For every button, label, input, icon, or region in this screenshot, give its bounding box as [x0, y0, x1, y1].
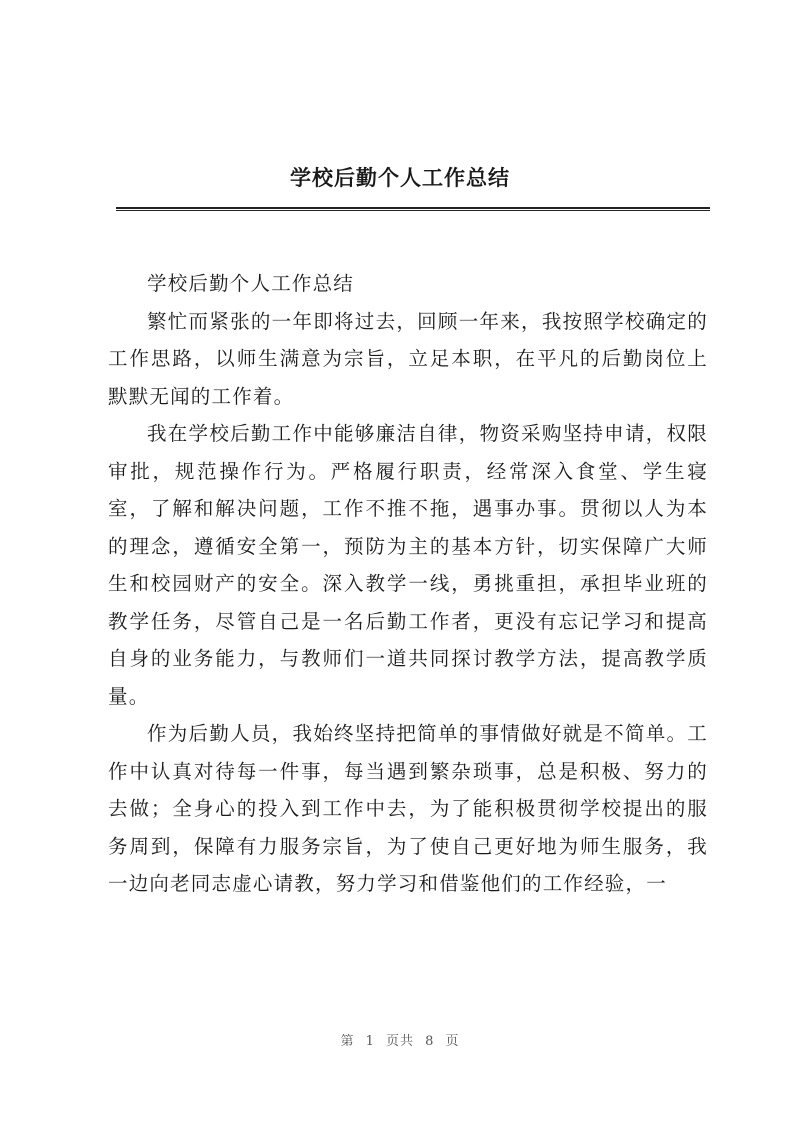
page-title: 学校后勤个人工作总结: [290, 165, 510, 190]
paragraph: 繁忙而紧张的一年即将过去，回顾一年来，我按照学校确定的工作思路，以师生满意为宗旨，立足本职，在平凡的后勤岗位上默默无闻的工作着。: [108, 309, 708, 408]
document-body: [108, 265, 708, 903]
title-divider: [116, 207, 710, 211]
paragraph: 作为后勤人员，我始终坚持把简单的事情做好就是不简单。工作中认真对待每一件事，每当遇到繁杂琐事，总是积极、努力的去做；全身心的投入到工作中去，为了能积极贯彻学校提出的服务周到，保障有力服务宗旨，为了使自己更好地为师生服务，我一边向老同志虚心请教，努力学习和借鉴他们的工作经验，一: [108, 722, 708, 895]
page-number: 第 1 页共 8 页: [340, 1034, 460, 1049]
paragraph: 我在学校后勤工作中能够廉洁自律，物资采购坚持申请，权限审批，规范操作行为。严格履行职责，经常深入食堂、学生寝室，了解和解决问题，工作不推不拖，遇事办事。贯彻以人为本的理念，遵循安全第一，预防为主的基本方针，切实保障广大师生和校园财产的安全。深入教学一线，勇挑重担，承担毕业班的教学任务，尽管自己是一名后勤工作者，更没有忘记学习和提高自身的业务能力，与教师们一道共同探讨教学方法，提高教学质量。: [108, 422, 708, 708]
paragraph-heading: 学校后勤个人工作总结: [147, 272, 355, 295]
